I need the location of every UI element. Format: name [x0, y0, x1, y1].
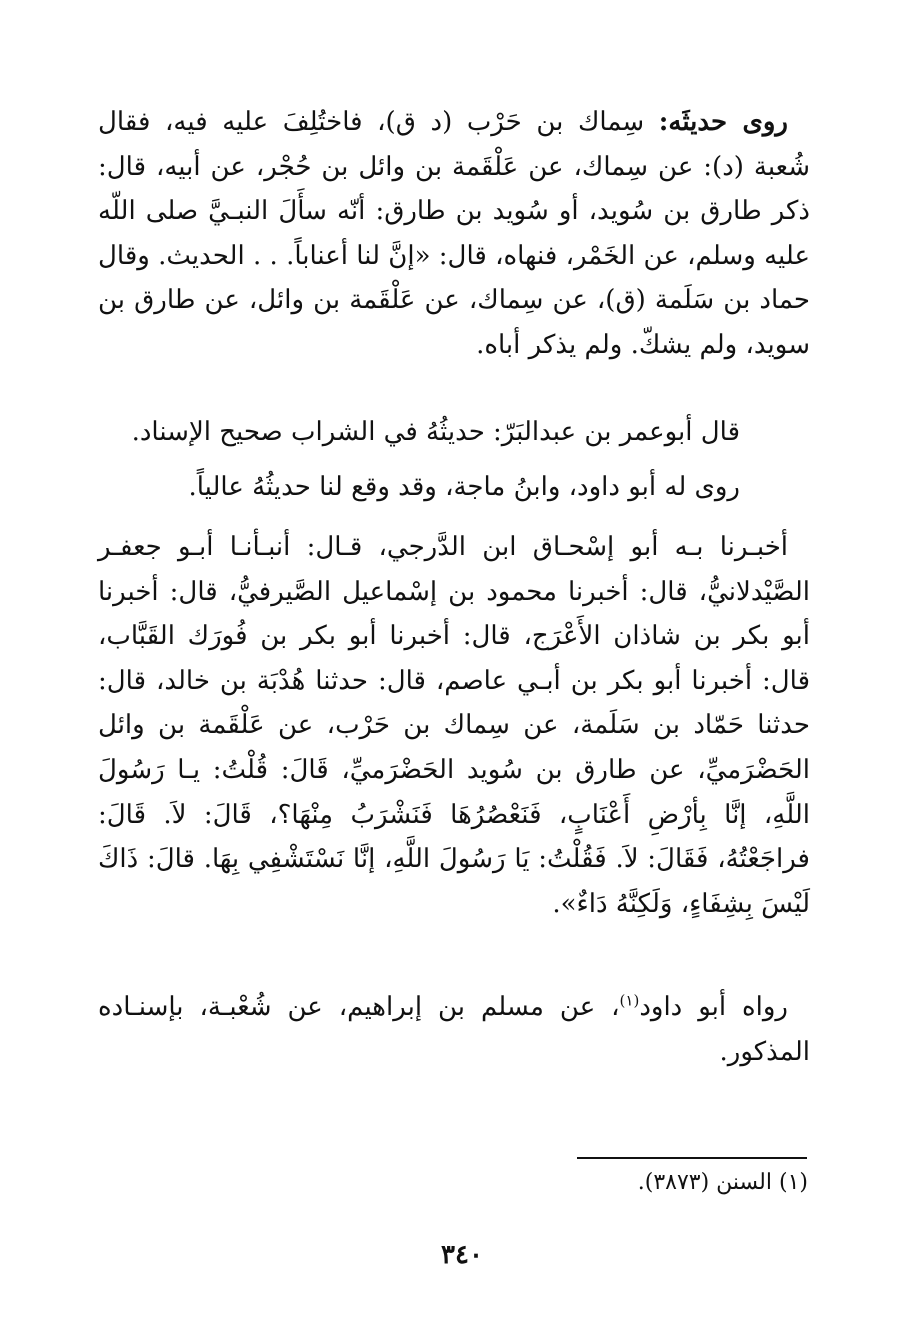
- paragraph-text: سِماك بن حَرْب (د ق)، فاختُلِفَ عليه فيه، فقال شُعبة (د): عن سِماك، عن عَلْقَمة بن وائل بن حُجْر، عن أبيه، قال: ذكر طارق بن سُويد، أو سُويد بن طارق: أنّه سأَلَ النبـيَّ صلى اللّه عليه وسلم، عن الخَمْر، فنهاه، قال: «إنَّ لنا أعناباً. . . الحديث. وقال حماد بن سَلَمة (ق)، عن سِماك، عن عَلْقَمة بن وائل، عن طارق بن سويد، ولم يشكّ. ولم يذكر أباه.: [98, 107, 810, 360]
- footnote-reference[interactable]: (١): [619, 991, 640, 1010]
- paragraph-text: أخبـرنا بـه أبو إسْحـاق ابن الدَّرجي، قـال: أنبـأنـا أبـو جعفـر الصَّيْدلانيُّ، قال: أخبرنا محمود بن إسْماعيل الصَّيرفيُّ، قال: أخبرنا أبو بكر بن شاذان الأَعْرَج، قال: أخبرنا أبو بكر بن فُورَك القَبَّاب، قال: أخبرنا أبو بكر بن أبـي عاصم، قال: حدثنا هُدْبَة بن خالد، قال: حدثنا حَمّاد بن سَلَمة، عن سِماك بن حَرْب، عن عَلْقَمة بن وائل الحَضْرَميِّ، عن طارق بن سُويد الحَضْرَميِّ، قَالَ: قُلْتُ: يـا رَسُولَ اللَّهِ، إنَّا بِأرْضِ أَعْنَابٍ، فَنَعْصُرُهَا فَنَشْرَبُ مِنْهَا؟، قَالَ: لاَ. قَالَ: فراجَعْتُهُ، فَقَالَ: لاَ. فَقُلْتُ: يَا رَسُولَ اللَّهِ، إنَّا نَسْتَشْفِي بِهَا. قالَ: ذَاكَ لَيْسَ بِشِفَاءٍ، وَلَكِنَّهُ دَاءٌ».: [98, 532, 811, 919]
- paragraph-source: [98, 985, 810, 1074]
- paragraph-text: روى له أبو داود، وابنُ ماجة، وقد وقع لنا حديثُهُ عالياً.: [188, 472, 740, 502]
- paragraph-reporters: [98, 465, 810, 510]
- footnote: (١) السنن (٣٨٧٣).: [637, 1170, 808, 1195]
- paragraph-text-after: ، عن مسلم بن إبراهيم، عن شُعْبـة، بإسنـاده المذكور.: [98, 992, 810, 1067]
- page-number: ٣٤٠: [441, 1240, 483, 1270]
- paragraph-grading: [98, 410, 810, 455]
- paragraph-chain: [98, 525, 810, 926]
- paragraph-narrators: [98, 100, 810, 368]
- paragraph-text-before: رواه أبو داود: [639, 992, 788, 1022]
- paragraph-lead: روى حديثَه:: [658, 107, 788, 137]
- paragraph-text: قال أبوعمر بن عبدالبَرّ: حديثُهُ في الشراب صحيح الإسناد.: [131, 417, 740, 447]
- footnote-divider: [577, 1157, 807, 1159]
